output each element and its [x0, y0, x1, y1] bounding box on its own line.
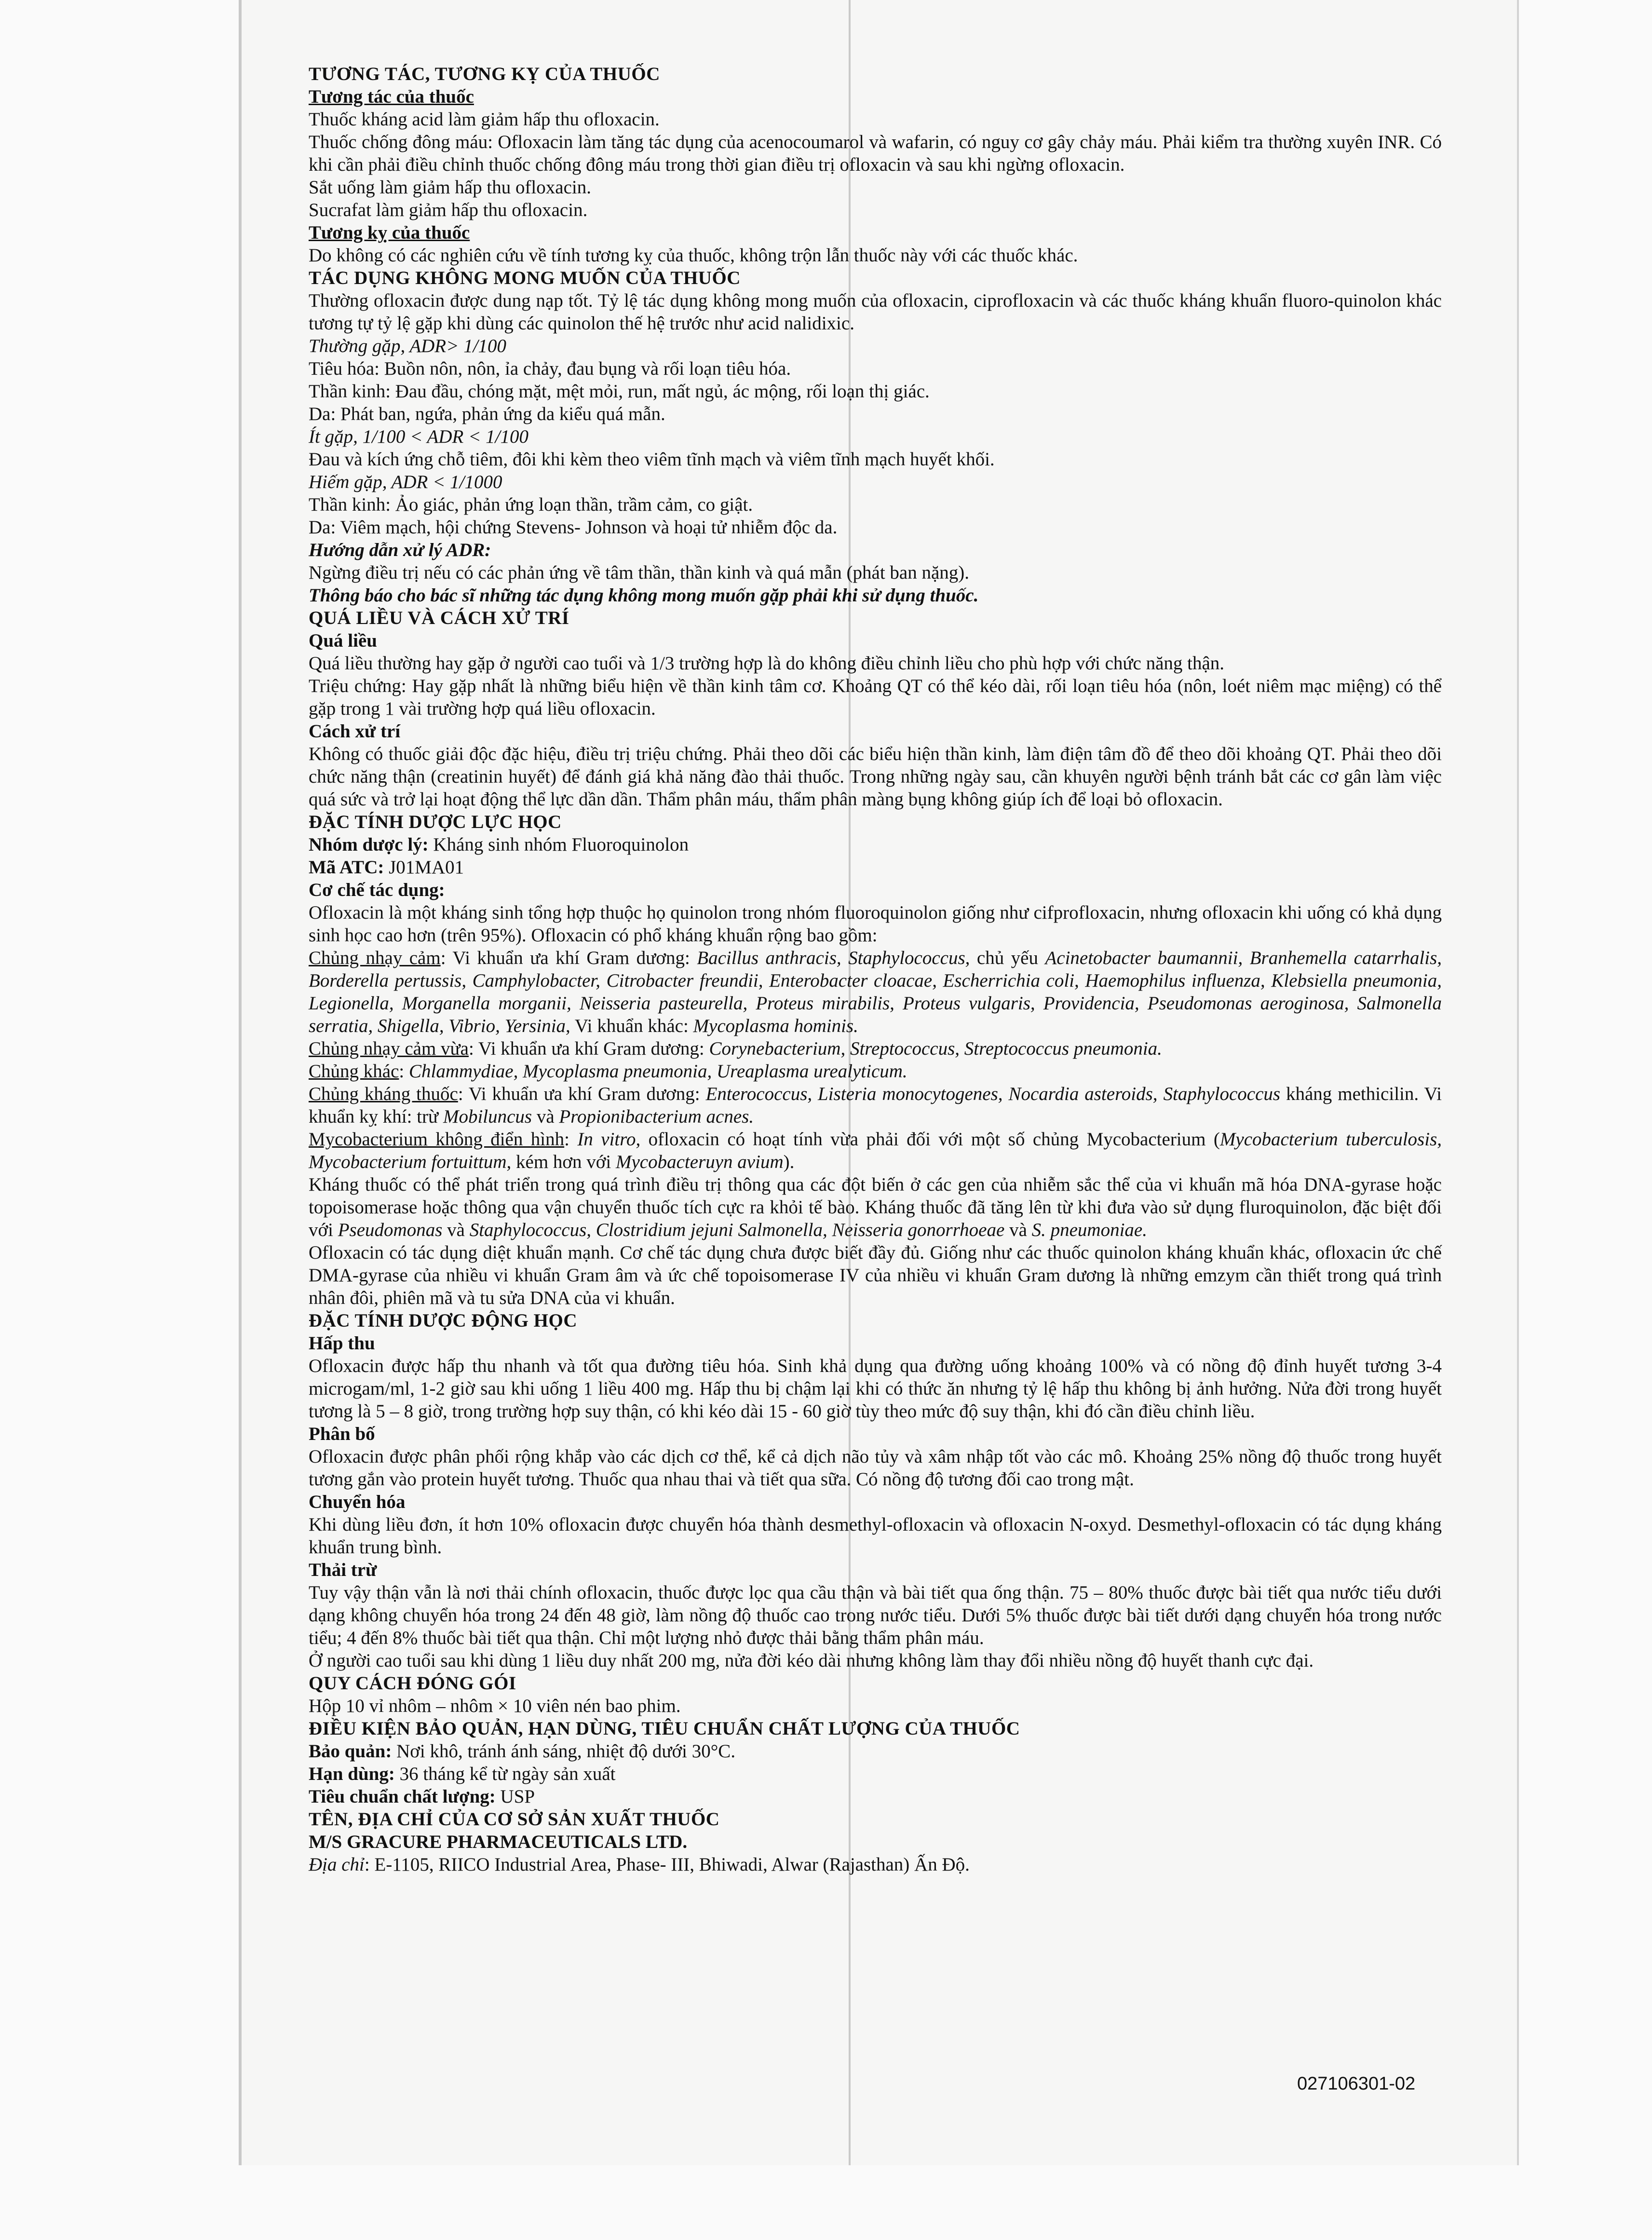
text: ). [783, 1152, 795, 1172]
paragraph: Thần kinh: Đau đầu, chóng mặt, mệt mỏi, run, mất ngủ, ác mộng, rối loạn thị giác. [309, 381, 930, 402]
paragraph: Ngừng điều trị nếu có các phản ứng về tâm thần, thần kinh và quá mẫn (phát ban nặng). [309, 562, 970, 583]
text: Vi khuẩn khác: [570, 1016, 693, 1036]
paragraph: Thuốc chống đông máu: Ofloxacin làm tăng tác dụng của acenocoumarol và wafarin, có nguy cơ gây chảy máu. Phải kiểm tra thường xuyên INR. Có khi cần phải điều chỉnh thuốc chống đông máu trong thời gian điều trị ofloxacin và sau khi ngừng ofloxacin. [309, 132, 1442, 175]
label: Chủng nhạy cảm vừa [309, 1038, 469, 1059]
value: J01MA01 [384, 857, 464, 878]
paragraph: Ở người cao tuổi sau khi dùng 1 liều duy nhất 200 mg, nửa đời kéo dài nhưng không làm thay đổi nhiều nồng độ huyết thanh cực đại. [309, 1650, 1314, 1671]
subheading-metabolism: Chuyển hóa [309, 1492, 406, 1512]
organism-list: Bacillus anthracis, Staphylococcus, [697, 948, 970, 968]
subheading-overdose: Quá liều [309, 630, 377, 651]
paragraph: Thần kinh: Ảo giác, phản ứng loạn thần, trầm cảm, co giật. [309, 494, 753, 515]
organism-list: S. pneumoniae. [1031, 1220, 1147, 1240]
section-title-storage: ĐIỀU KIỆN BẢO QUẢN, HẠN DÙNG, TIÊU CHUẨN CHẤT LƯỢNG CỦA THUỐC [309, 1718, 1020, 1739]
paragraph: Do không có các nghiên cứu về tính tương kỵ của thuốc, không trộn lẫn thuốc này với các thuốc khác. [309, 245, 1078, 266]
text: kém hơn với [511, 1152, 616, 1172]
shelf-life [309, 1763, 1442, 1785]
value: USP [495, 1786, 535, 1807]
paragraph: Da: Viêm mạch, hội chứng Stevens- Johnson và hoại tử nhiễm độc da. [309, 517, 838, 538]
subheading-distribution: Phân bố [309, 1424, 375, 1444]
subheading-drug-interactions: Tương tác của thuốc [309, 86, 474, 107]
text-italic: In vitro, [577, 1129, 641, 1150]
leaflet-text [309, 63, 1442, 1876]
paragraph: Sắt uống làm giảm hấp thu ofloxacin. [309, 177, 591, 198]
other-strains [309, 1060, 1442, 1083]
subheading-elimination: Thải trừ [309, 1560, 377, 1580]
subheading-incompatibility: Tương kỵ của thuốc [309, 222, 470, 243]
paragraph: Ofloxacin được hấp thu nhanh và tốt qua đường tiêu hóa. Sinh khả dụng qua đường uống khoảng 100% và có nồng độ đỉnh huyết tương 3-4 microgam/ml, 1-2 giờ sau khi uống 1 liều 400 mg. Hấp thu bị chậm lại khi có thức ăn nhưng tỷ lệ hấp thu không bị ảnh hưởng. Nửa đời trong huyết tương là 5 – 8 giờ, trong trường hợp suy thận, có khi kéo dài 15 - 60 giờ tùy theo mức độ suy thận, khi đó cần điều chỉnh liều. [309, 1356, 1442, 1422]
section-title-manufacturer: TÊN, ĐỊA CHỈ CỦA CƠ SỞ SẢN XUẤT THUỐC [309, 1809, 720, 1830]
paragraph: Ofloxacin là một kháng sinh tổng hợp thuộc họ quinolon trong nhóm fluoroquinolon giống như cifprofloxacin, nhưng ofloxacin khi uống có khả dụng sinh học cao hơn (trên 95%). Ofloxacin có phổ kháng khuẩn rộng bao gồm: [309, 902, 1442, 946]
label: Hạn dùng: [309, 1764, 395, 1784]
paragraph: Hộp 10 vỉ nhôm – nhôm × 10 viên nén bao phim. [309, 1696, 681, 1716]
section-title-overdose: QUÁ LIỀU VÀ CÁCH XỬ TRÍ [309, 608, 569, 628]
paragraph: Sucrafat làm giảm hấp thu ofloxacin. [309, 200, 588, 220]
paragraph: Đau và kích ứng chỗ tiêm, đôi khi kèm theo viêm tĩnh mạch và viêm tĩnh mạch huyết khối. [309, 449, 995, 470]
frequency-label-uncommon: Ít gặp, 1/100 < ADR < 1/100 [309, 426, 528, 447]
paragraph: Khi dùng liều đơn, ít hơn 10% ofloxacin được chuyển hóa thành desmethyl-ofloxacin và ofloxacin N-oxyd. Desmethyl-ofloxacin có tác dụng kháng khuẩn trung bình. [309, 1514, 1442, 1558]
section-title-packaging: QUY CÁCH ĐÓNG GÓI [309, 1673, 516, 1694]
text: chủ yếu [970, 948, 1045, 968]
paragraph: Không có thuốc giải độc đặc hiệu, điều trị triệu chứng. Phải theo dõi các biểu hiện thần kinh, làm điện tâm đồ để theo dõi khoảng QT. Phải theo dõi chức năng thận (creatinin huyết) để đánh giá khả năng đào thải thuốc. Trong những ngày sau, cần khuyên người bệnh tránh bắt các cơ gân làm việc quá sức và trở lại hoạt động thể lực dần dần. Thẩm phân máu, thẩm phân màng bụng không giúp ích để loại bỏ ofloxacin. [309, 744, 1442, 810]
text: và [1004, 1220, 1032, 1240]
paragraph: Tiêu hóa: Buồn nôn, nôn, ỉa chảy, đau bụng và rối loạn tiêu hóa. [309, 358, 791, 379]
subheading-treatment: Cách xử trí [309, 721, 401, 742]
value: Nơi khô, tránh ánh sáng, nhiệt độ dưới 30°C. [392, 1741, 736, 1762]
value: Kháng sinh nhóm Fluoroquinolon [428, 834, 689, 855]
organism-list: Corynebacterium, Streptococcus, Streptococcus pneumonia. [709, 1038, 1162, 1059]
organism-list: Pseudomonas [338, 1220, 443, 1240]
paragraph: Ofloxacin có tác dụng diệt khuẩn mạnh. Cơ chế tác dụng chưa được biết đầy đủ. Giống như các thuốc quinolon kháng khuẩn khác, ofloxacin ức chế DMA-gyrase của nhiều vi khuẩn Gram âm và ức chế topoisomerase IV của nhiều vi khuẩn Gram dương là những emzym cần thiết trong quá trình nhân đôi, phiên mã và tu sửa DNA của vi khuẩn. [309, 1242, 1442, 1308]
text: và [532, 1106, 559, 1127]
text: : Vi khuẩn ưa khí Gram dương: [458, 1084, 706, 1104]
value: : E-1105, RIICO Industrial Area, Phase- III, Bhiwadi, Alwar (Rajasthan) Ấn Độ. [364, 1854, 970, 1875]
organism-list: Mycoplasma hominis. [693, 1016, 858, 1036]
text: và [442, 1220, 470, 1240]
text: : [399, 1061, 409, 1082]
paragraph: Quá liều thường hay gặp ở người cao tuổi và 1/3 trường hợp là do không điều chỉnh liều cho phù hợp với chức năng thận. [309, 653, 1225, 674]
resistance-paragraph [309, 1173, 1442, 1241]
paragraph: Ofloxacin được phân phối rộng khắp vào các dịch cơ thể, kể cả dịch não tủy và xâm nhập tốt vào các mô. Khoảng 25% nồng độ thuốc trong huyết tương gắn vào protein huyết tương. Thuốc qua nhau thai và tiết qua sữa. Có nồng độ tương đối cao trong mật. [309, 1446, 1442, 1490]
frequency-label-rare: Hiếm gặp, ADR < 1/1000 [309, 472, 502, 492]
organism-list: Staphylococcus, Clostridium jejuni Salmonella, Neisseria gonorrhoeae [469, 1220, 1005, 1240]
text: kháng methicilin. Vi khuẩn kỵ khí: trừ [309, 1084, 1442, 1127]
atc-code [309, 856, 1442, 879]
text: : Vi khuẩn ưa khí Gram dương: [468, 1038, 709, 1059]
quality-standard [309, 1785, 1442, 1808]
paragraph: Thuốc kháng acid làm giảm hấp thu ofloxacin. [309, 109, 660, 130]
paragraph: Tuy vậy thận vẫn là nơi thải chính ofloxacin, thuốc được lọc qua cầu thận và bài tiết qua ống thận. 75 – 80% thuốc được bài tiết qua nước tiểu dưới dạng không chuyển hóa trong 24 đến 48 giờ, làm nồng độ thuốc cao trong nước tiểu. Dưới 5% thuốc được bài tiết dưới dạng chuyển hóa trong nước tiểu; 4 đến 8% thuốc bài tiết qua thận. Chỉ một lượng nhỏ được thải bằng thẩm phân máu. [309, 1582, 1442, 1648]
section-title-pharmacokinetics: ĐẶC TÍNH DƯỢC ĐỘNG HỌC [309, 1310, 578, 1331]
doctor-notice: Thông báo cho bác sĩ những tác dụng không mong muốn gặp phải khi sử dụng thuốc. [309, 585, 979, 606]
storage-conditions [309, 1740, 1442, 1763]
value: 36 tháng kể từ ngày sản xuất [394, 1764, 616, 1784]
sensitive-strains [309, 947, 1442, 1037]
organism-list: Acinetobacter baumannii, Branhemella catarrhalis, Borderella pertussis, Camphylobacter, Citrobacter freundii, Enterobacter cloacae, Escherrichia coli, Haemophilus influenza, Klebsiella pneumonia, Legionella, Morganella morganii, Neisseria pasteurella, Proteus mirabilis, Proteus vulgaris, Providencia, Pseudomonas aeroginosa, Salmonella serratia, Shigella, Vibrio, Yersinia, [309, 948, 1442, 1036]
pharmacologic-group [309, 833, 1442, 856]
section-title-interactions: TƯƠNG TÁC, TƯƠNG KỴ CỦA THUỐC [309, 64, 660, 84]
frequency-label-common: Thường gặp, ADR> 1/100 [309, 336, 507, 356]
organism-list: Propionibacterium acnes. [559, 1106, 754, 1127]
text: ofloxacin có hoạt tính vừa phải đối với một số chủng Mycobacterium ( [640, 1129, 1220, 1150]
label: Mycobacterium không điển hình [309, 1129, 565, 1150]
document-code: 027106301-02 [1297, 2074, 1416, 2094]
label: Nhóm dược lý: [309, 834, 429, 855]
manufacturer-name: M/S GRACURE PHARMACEUTICALS LTD. [309, 1832, 688, 1852]
text: : Vi khuẩn ưa khí Gram dương: [440, 948, 697, 968]
organism-list: Enterococcus, Listeria monocytogenes, Nocardia asteroids, Staphylococcus [705, 1084, 1281, 1104]
subheading-mechanism: Cơ chế tác dụng: [309, 880, 445, 900]
label: Mã ATC: [309, 857, 384, 878]
text: Kháng thuốc có thể phát triển trong quá trình điều trị thông qua các đột biến ở các gen của nhiễm sắc thể của vi khuẩn mã hóa DNA-gyrase hoặc topoisomerase hoặc thông qua vận chuyển thuốc tích cực ra khỏi tế bào. Kháng thuốc đã tăng lên từ khi đưa vào sử dụng fluroquinolon, đặc biệt đối với [309, 1174, 1442, 1240]
text: : [564, 1129, 578, 1150]
paragraph: Da: Phát ban, ngứa, phản ứng da kiểu quá mẫn. [309, 404, 665, 424]
label: Địa chỉ [309, 1854, 365, 1875]
label: Chủng kháng thuốc [309, 1084, 458, 1104]
manufacturer-address [309, 1853, 1442, 1876]
paragraph: Thường ofloxacin được dung nạp tốt. Tỷ lệ tác dụng không mong muốn của ofloxacin, ciprofloxacin và các thuốc kháng khuẩn fluoro-quinolon khác tương tự tỷ lệ gặp khi dùng các quinolon thế hệ trước như acid nalidixic. [309, 290, 1442, 334]
label: Chủng nhạy cảm [309, 948, 441, 968]
organism-list: Mycobacteruyn avium [616, 1152, 784, 1172]
organism-list: Chlammydiae, Mycoplasma pneumonia, Ureaplasma urealyticum. [408, 1061, 907, 1082]
section-title-pharmacodynamics: ĐẶC TÍNH DƯỢC LỰC HỌC [309, 812, 562, 832]
label: Chủng khác [309, 1061, 399, 1082]
adr-guidance-label: Hướng dẫn xử lý ADR: [309, 540, 491, 560]
section-title-adverse-effects: TÁC DỤNG KHÔNG MONG MUỐN CỦA THUỐC [309, 268, 741, 288]
organism-list: Mycobacterium tuberculosis, Mycobacterium fortuittum, [309, 1129, 1442, 1172]
label: Tiêu chuẩn chất lượng: [309, 1786, 496, 1807]
atypical-mycobacterium [309, 1128, 1442, 1173]
resistant-strains [309, 1083, 1442, 1128]
organism-list: Mobiluncus [443, 1106, 532, 1127]
subheading-absorption: Hấp thu [309, 1333, 375, 1354]
moderately-sensitive-strains [309, 1037, 1442, 1060]
label: Bảo quản: [309, 1741, 392, 1762]
paragraph: Triệu chứng: Hay gặp nhất là những biểu hiện về thần kinh tâm cơ. Khoảng QT có thể kéo dài, rối loạn tiêu hóa (nôn, loét niêm mạc miệng) có thể gặp trong 1 vài trường hợp quá liều ofloxacin. [309, 676, 1442, 719]
